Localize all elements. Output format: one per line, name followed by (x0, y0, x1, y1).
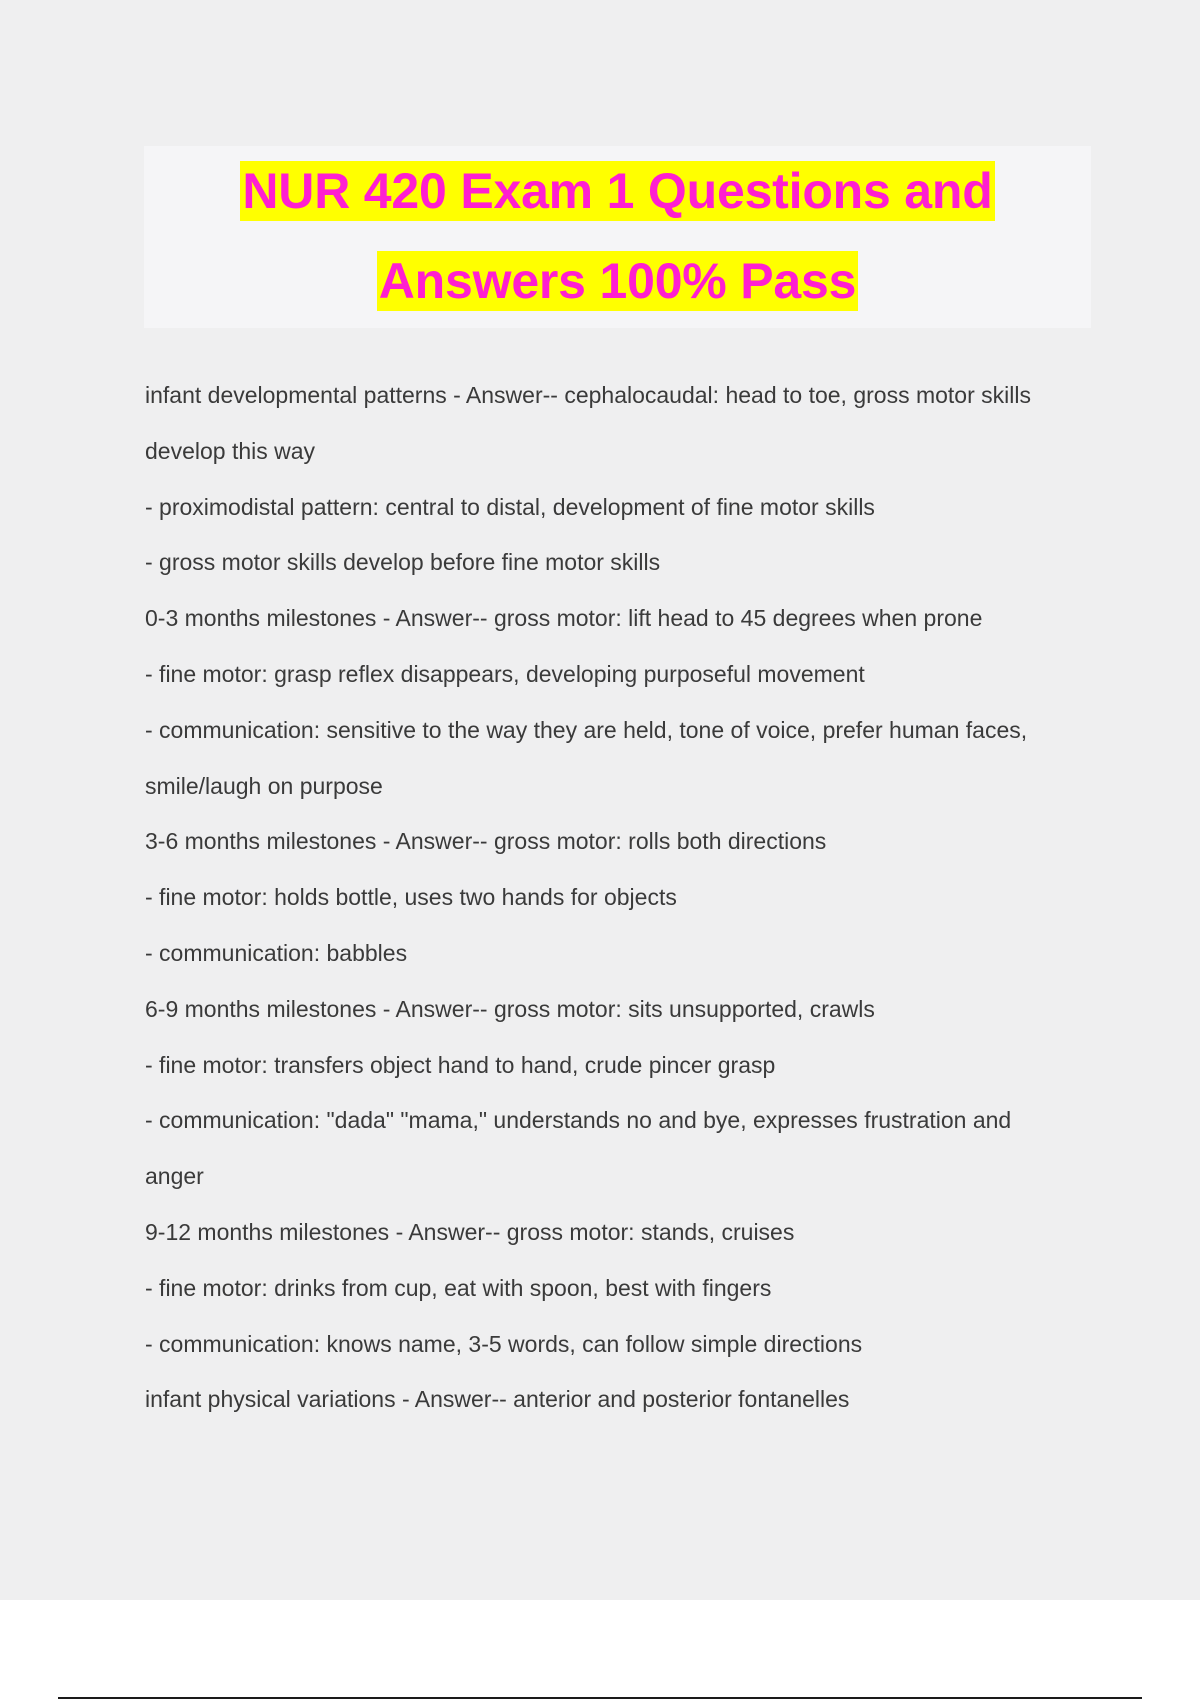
body-line: - communication: babbles (145, 939, 408, 966)
title-banner (144, 146, 1091, 328)
body-line: - fine motor: holds bottle, uses two hands for objects (145, 884, 677, 911)
body-line: infant developmental patterns - Answer-- cephalocaudal: head to toe, gross motor skills (145, 382, 1031, 408)
body-line: develop this way (145, 437, 316, 464)
body-line: - proximodistal pattern: central to distal, development of fine motor skills (145, 493, 875, 520)
body-line: 0-3 months milestones - Answer-- gross motor: lift head to 45 degrees when prone (145, 605, 983, 632)
body-line: - communication: knows name, 3-5 words, can follow simple directions (145, 1330, 863, 1357)
body-line: 6-9 months milestones - Answer-- gross motor: sits unsupported, crawls (145, 995, 875, 1022)
body-line: 3-6 months milestones - Answer-- gross motor: rolls both directions (145, 828, 827, 855)
body-line: - communication: "dada" "mama," understands no and bye, expresses frustration and (145, 1107, 1012, 1134)
body-line: - communication: sensitive to the way they are held, tone of voice, prefer human faces, (145, 716, 1028, 743)
document-title-part-1: NUR 420 Exam 1 Questions and (242, 162, 993, 219)
title-line-1 (144, 146, 1091, 236)
body-line: anger (145, 1163, 204, 1190)
document-body (145, 368, 1105, 1428)
body-line: - fine motor: grasp reflex disappears, developing purposeful movement (145, 660, 865, 687)
document-title-part-2: Answers 100% Pass (378, 252, 857, 309)
body-line: - fine motor: transfers object hand to hand, crude pincer grasp (145, 1051, 776, 1078)
body-line: 9-12 months milestones - Answer-- gross motor: stands, cruises (145, 1218, 795, 1245)
body-line: - gross motor skills develop before fine motor skills (145, 549, 661, 576)
body-line: - fine motor: drinks from cup, eat with spoon, best with fingers (145, 1274, 772, 1301)
body-line: smile/laugh on purpose (145, 772, 383, 799)
body-line: infant physical variations - Answer-- anterior and posterior fontanelles (145, 1386, 850, 1413)
bottom-divider (58, 1697, 1142, 1699)
title-line-2 (144, 236, 1091, 326)
